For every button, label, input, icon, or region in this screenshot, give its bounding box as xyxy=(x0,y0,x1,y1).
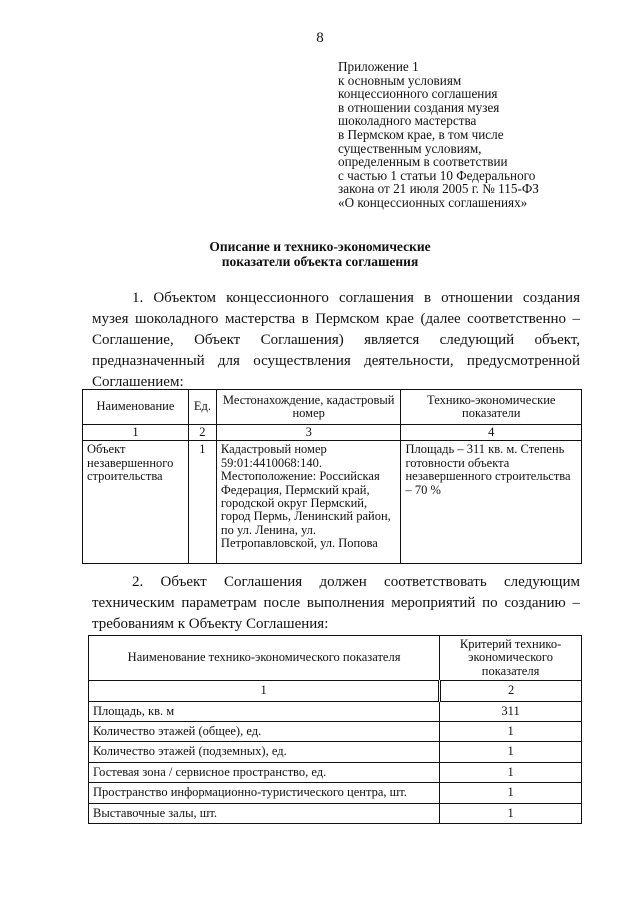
column-number: 1 xyxy=(89,681,440,701)
annex-header xyxy=(338,60,618,210)
heading-line: показатели объекта соглашения xyxy=(221,254,419,269)
column-number-row xyxy=(83,425,582,441)
column-number: 2 xyxy=(188,425,216,441)
annex-line: в Пермском крае, в том числе xyxy=(338,126,504,142)
paragraph-line: 2. Объект Соглашения должен соответствовать следующим xyxy=(132,574,580,590)
paragraph-line: музея шоколадного мастерства в Пермском крае (далее соответственно – xyxy=(92,311,580,327)
parameter-value: 1 xyxy=(440,783,582,803)
parameter-value: 1 xyxy=(440,742,582,762)
page-number: 8 xyxy=(316,30,324,46)
paragraph-line: 1. Объектом концессионного соглашения в отношении создания xyxy=(132,290,580,306)
column-number: 2 xyxy=(440,681,582,701)
object-indicators: Площадь – 311 кв. м. Степень готовности объекта незавершенного строительства – 70 % xyxy=(401,441,582,564)
object-unit: 1 xyxy=(188,441,216,564)
annex-line: существенным условиям, xyxy=(338,140,482,156)
header-unit: Ед. xyxy=(188,390,216,425)
parameter-value: 1 xyxy=(440,803,582,823)
document-heading xyxy=(0,239,640,269)
table-row xyxy=(89,722,582,742)
parameter-name: Пространство информационно-туристического центра, шт. xyxy=(89,783,440,803)
table-row xyxy=(89,803,582,823)
header-parameter-name: Наименование технико-экономического показателя xyxy=(89,636,440,681)
annex-line: «О концессионных соглашениях» xyxy=(338,194,528,210)
object-location: Кадастровый номер 59:01:4410068:140. Местоположение: Российская Федерация, Пермский край, городской округ Пермский, город Пермь, Ленинский район, по ул. Ленина, ул. Петропавловской, ул. Попова xyxy=(216,441,401,564)
annex-line: определенным в соответствии xyxy=(338,154,508,170)
annex-line: с частью 1 статьи 10 Федерального xyxy=(338,167,536,183)
parameter-name: Количество этажей (подземных), ед. xyxy=(89,742,440,762)
header-parameter-criterion: Критерий технико-экономического показателя xyxy=(440,636,582,681)
section-1-paragraph xyxy=(92,288,580,393)
parameter-value: 1 xyxy=(440,762,582,782)
table-row xyxy=(89,742,582,762)
table-row xyxy=(89,783,582,803)
parameter-name: Количество этажей (общее), ед. xyxy=(89,722,440,742)
section-2-paragraph xyxy=(92,572,580,635)
annex-line: Приложение 1 xyxy=(338,59,419,74)
column-number-row xyxy=(89,681,582,701)
paragraph-line: Соглашение, Объект Соглашения) является следующий объект, xyxy=(92,332,580,348)
table-row xyxy=(83,441,582,564)
object-description-table xyxy=(82,389,582,564)
header-location: Местонахождение, кадастровый номер xyxy=(216,390,401,425)
parameter-name: Гостевая зона / сервисное пространство, ед. xyxy=(89,762,440,782)
header-indicators: Технико-экономические показатели xyxy=(401,390,582,425)
heading-line: Описание и технико-экономические xyxy=(209,239,431,254)
column-number: 3 xyxy=(216,425,401,441)
table-row xyxy=(89,762,582,782)
object-name: Объект незавершенного строительства xyxy=(83,441,189,564)
table-header-row xyxy=(89,636,582,681)
annex-line: шоколадного мастерства xyxy=(338,113,477,129)
column-number: 4 xyxy=(401,425,582,441)
paragraph-line: требованиям к Объекту Соглашения: xyxy=(92,616,329,632)
parameter-name: Выставочные залы, шт. xyxy=(89,803,440,823)
annex-line: закона от 21 июля 2005 г. № 115-ФЗ xyxy=(338,181,539,197)
paragraph-line: техническим параметрам после выполнения мероприятий по созданию – xyxy=(92,595,580,611)
table-row xyxy=(89,701,582,721)
column-number: 1 xyxy=(83,425,189,441)
table-header-row xyxy=(83,390,582,425)
annex-line: в отношении создания музея xyxy=(338,99,500,115)
parameter-name: Площадь, кв. м xyxy=(89,701,440,721)
parameter-value: 311 xyxy=(440,701,582,721)
paragraph-line: Соглашением: xyxy=(92,374,184,390)
annex-line: концессионного соглашения xyxy=(338,86,498,102)
annex-line: к основным условиям xyxy=(338,72,462,88)
technical-parameters-table xyxy=(88,635,582,824)
header-name: Наименование xyxy=(83,390,189,425)
paragraph-line: предназначенный для осуществления деятельности, предусмотренной xyxy=(92,353,580,369)
parameter-value: 1 xyxy=(440,722,582,742)
